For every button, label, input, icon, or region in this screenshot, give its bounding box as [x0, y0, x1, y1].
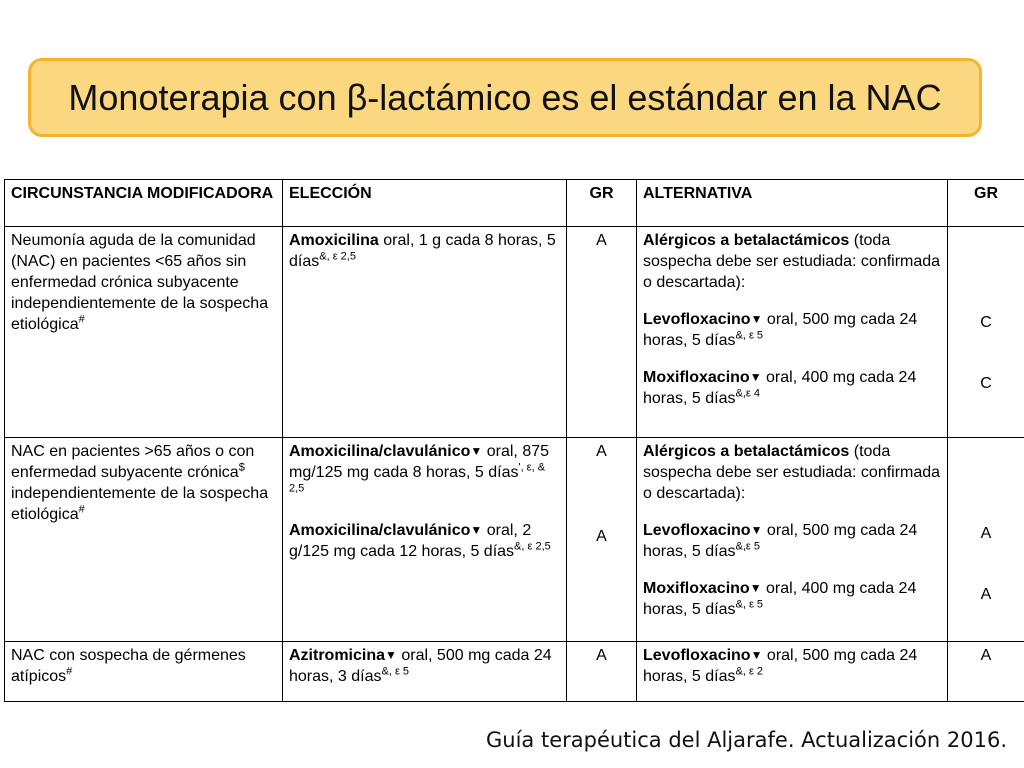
cell-gr: A	[567, 227, 637, 438]
cell-circunstancia: Neumonía aguda de la comunidad (NAC) en pacientes <65 años sin enfermedad crónica subyacente independientemente de la sospecha etiológica#	[5, 227, 283, 438]
header-alternativa: ALTERNATIVA	[637, 180, 948, 227]
warning-triangle-icon: ▼	[749, 370, 762, 384]
title-banner	[28, 58, 982, 137]
table-row	[5, 642, 1024, 702]
treatment-table	[4, 179, 1024, 702]
warning-triangle-icon: ▼	[750, 312, 763, 326]
cell-alternativa: Alérgicos a betalactámicos (toda sospecha debe ser estudiada: confirmada o descartada): Levofloxacino▼ oral, 500 mg cada 24 horas, 5 días$^{\&,\varepsilon 5}$ Moxifloxacino▼ oral, 400 mg cada 24 horas, 5 días$^{\&, \varepsilon 5}$	[637, 438, 948, 642]
cell-gr-alt: C C	[948, 227, 1024, 438]
cell-eleccion: Amoxicilina/clavulánico▼ oral, 875 mg/125 mg cada 8 horas, 5 días$^{', \varepsilon, \& 2,5}$ Amoxicilina/clavulánico▼ oral, 2 g/125 mg cada 12 horas, 5 días$^{\&, \varepsilon 2,5}$	[283, 438, 567, 642]
page-title: Monoterapia con β-lactámico es el estándar en la NAC	[68, 76, 942, 118]
warning-triangle-icon: ▼	[385, 648, 397, 662]
header-circunstancia: CIRCUNSTANCIA MODIFICADORA	[5, 180, 283, 227]
warning-triangle-icon: ▼	[750, 648, 763, 662]
cell-circunstancia: NAC con sospecha de gérmenes atípicos#	[5, 642, 283, 702]
cell-eleccion: Amoxicilina oral, 1 g cada 8 horas, 5 días$^{\&, \varepsilon 2,5}$	[283, 227, 567, 438]
warning-triangle-icon: ▼	[750, 523, 763, 537]
table-row	[5, 438, 1024, 642]
warning-triangle-icon: ▼	[749, 581, 762, 595]
table-row	[5, 227, 1024, 438]
cell-gr: A A	[567, 438, 637, 642]
cell-gr: A	[567, 642, 637, 702]
source-citation: Guía terapéutica del Aljarafe. Actualización 2016.	[486, 728, 1008, 752]
cell-gr-alt: A	[948, 642, 1024, 702]
header-eleccion: ELECCIÓN	[283, 180, 567, 227]
header-gr-alt: GR	[948, 180, 1024, 227]
table-header-row	[5, 180, 1024, 227]
cell-circunstancia: NAC en pacientes >65 años o con enfermedad subyacente crónica$ independientemente de la sospecha etiológica#	[5, 438, 283, 642]
warning-triangle-icon: ▼	[470, 444, 483, 458]
warning-triangle-icon: ▼	[470, 523, 483, 537]
cell-eleccion: Azitromicina▼ oral, 500 mg cada 24 horas, 3 días$^{\&, \varepsilon 5}$	[283, 642, 567, 702]
cell-alternativa: Levofloxacino▼ oral, 500 mg cada 24 horas, 5 días$^{\&, \varepsilon 2}$	[637, 642, 948, 702]
header-gr: GR	[567, 180, 637, 227]
cell-gr-alt: A A	[948, 438, 1024, 642]
cell-alternativa: Alérgicos a betalactámicos (toda sospecha debe ser estudiada: confirmada o descartada): Levofloxacino▼ oral, 500 mg cada 24 horas, 5 días$^{\&, \varepsilon 5}$ Moxifloxacino▼ oral, 400 mg cada 24 horas, 5 días$^{\&,\varepsilon 4}$	[637, 227, 948, 438]
